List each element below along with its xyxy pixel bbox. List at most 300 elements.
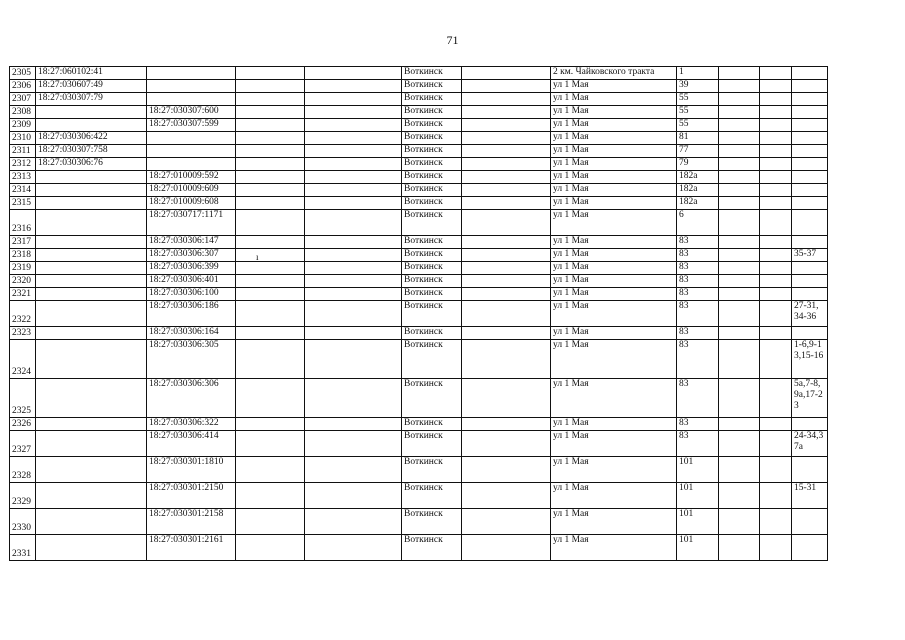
page-number: 71 xyxy=(446,33,459,47)
cell-number: 2327 xyxy=(10,431,36,457)
cell-city: Воткинск xyxy=(402,197,462,210)
cell-empty xyxy=(760,132,792,145)
cell-flats: 24-34,37а xyxy=(792,431,828,457)
cell-street: ул 1 Мая xyxy=(551,184,677,197)
table-row xyxy=(10,132,828,145)
cell-city: Воткинск xyxy=(402,431,462,457)
cell-empty xyxy=(719,106,760,119)
cell-cadastral-1 xyxy=(36,184,147,197)
cell-city: Воткинск xyxy=(402,418,462,431)
cell-empty xyxy=(236,145,305,158)
cell-house: 182а xyxy=(677,184,719,197)
cell-empty xyxy=(462,457,551,483)
cell-house: 83 xyxy=(677,301,719,327)
cell-empty xyxy=(236,80,305,93)
cell-number: 2307 xyxy=(10,93,36,106)
cell-cadastral-1 xyxy=(36,171,147,184)
cell-city: Воткинск xyxy=(402,132,462,145)
table-body xyxy=(10,67,828,561)
cell-empty xyxy=(760,379,792,418)
cell-city: Воткинск xyxy=(402,171,462,184)
cell-empty xyxy=(305,184,402,197)
stray-mark: ı xyxy=(256,252,259,262)
table-row xyxy=(10,106,828,119)
cell-street: ул 1 Мая xyxy=(551,457,677,483)
cell-number: 2314 xyxy=(10,184,36,197)
cell-empty xyxy=(236,210,305,236)
cell-empty xyxy=(462,288,551,301)
cell-cadastral-2: 18:27:030301:1810 xyxy=(147,457,236,483)
cell-city: Воткинск xyxy=(402,93,462,106)
cell-city: Воткинск xyxy=(402,379,462,418)
cell-empty xyxy=(760,418,792,431)
table-row xyxy=(10,275,828,288)
cell-number: 2326 xyxy=(10,418,36,431)
cell-empty xyxy=(462,483,551,509)
cell-empty xyxy=(236,418,305,431)
cell-empty xyxy=(719,158,760,171)
cell-empty xyxy=(305,431,402,457)
cell-flats: 1-6,9-13,15-16 xyxy=(792,340,828,379)
cell-empty xyxy=(236,158,305,171)
cell-empty xyxy=(462,132,551,145)
cell-empty xyxy=(462,171,551,184)
cell-house: 83 xyxy=(677,262,719,275)
table-row xyxy=(10,67,828,80)
cell-empty xyxy=(719,80,760,93)
cell-empty xyxy=(305,262,402,275)
cell-cadastral-2: 18:27:030306:401 xyxy=(147,275,236,288)
cell-empty xyxy=(462,93,551,106)
cell-empty xyxy=(462,236,551,249)
cell-empty xyxy=(236,275,305,288)
table-row xyxy=(10,288,828,301)
cell-cadastral-1 xyxy=(36,197,147,210)
cell-number: 2321 xyxy=(10,288,36,301)
cell-city: Воткинск xyxy=(402,457,462,483)
cell-empty xyxy=(760,249,792,262)
cell-empty xyxy=(719,132,760,145)
cell-house: 39 xyxy=(677,80,719,93)
cell-cadastral-2: 18:27:030301:2150 xyxy=(147,483,236,509)
cell-empty xyxy=(760,210,792,236)
cell-city: Воткинск xyxy=(402,145,462,158)
table-row xyxy=(10,171,828,184)
cell-number: 2315 xyxy=(10,197,36,210)
cell-street: ул 1 Мая xyxy=(551,262,677,275)
cell-city: Воткинск xyxy=(402,249,462,262)
cell-cadastral-1 xyxy=(36,262,147,275)
cell-house: 83 xyxy=(677,379,719,418)
cell-street: ул 1 Мая xyxy=(551,210,677,236)
cell-empty xyxy=(719,535,760,561)
cell-flats: 27-31, 34-36 xyxy=(792,301,828,327)
cell-number: 2324 xyxy=(10,340,36,379)
cell-flats xyxy=(792,327,828,340)
cell-street: ул 1 Мая xyxy=(551,80,677,93)
cell-number: 2318 xyxy=(10,249,36,262)
cell-flats xyxy=(792,288,828,301)
cell-empty xyxy=(236,535,305,561)
cell-street: ул 1 Мая xyxy=(551,509,677,535)
cell-street: ул 1 Мая xyxy=(551,288,677,301)
cell-empty xyxy=(236,262,305,275)
cell-cadastral-1 xyxy=(36,249,147,262)
cell-empty xyxy=(236,197,305,210)
cell-empty xyxy=(236,106,305,119)
cell-empty xyxy=(305,158,402,171)
cell-number: 2308 xyxy=(10,106,36,119)
cell-empty xyxy=(305,67,402,80)
cell-cadastral-2: 18:27:030306:399 xyxy=(147,262,236,275)
table-row xyxy=(10,262,828,275)
cell-cadastral-2 xyxy=(147,80,236,93)
cell-number: 2312 xyxy=(10,158,36,171)
cell-empty xyxy=(305,132,402,145)
cell-cadastral-2: 18:27:030306:322 xyxy=(147,418,236,431)
cell-empty xyxy=(760,171,792,184)
cell-cadastral-2 xyxy=(147,145,236,158)
cell-flats xyxy=(792,262,828,275)
cell-number: 2329 xyxy=(10,483,36,509)
cell-cadastral-2: 18:27:030306:100 xyxy=(147,288,236,301)
cell-street: ул 1 Мая xyxy=(551,93,677,106)
cell-street: ул 1 Мая xyxy=(551,119,677,132)
cell-flats xyxy=(792,67,828,80)
cell-cadastral-1 xyxy=(36,301,147,327)
cell-city: Воткинск xyxy=(402,509,462,535)
cell-empty xyxy=(760,119,792,132)
cell-empty xyxy=(760,145,792,158)
cell-empty xyxy=(305,340,402,379)
cell-empty xyxy=(462,418,551,431)
cell-number: 2330 xyxy=(10,509,36,535)
cell-empty xyxy=(719,340,760,379)
cell-empty xyxy=(719,93,760,106)
cell-flats xyxy=(792,236,828,249)
cell-empty xyxy=(462,197,551,210)
cell-empty xyxy=(760,275,792,288)
cell-street: ул 1 Мая xyxy=(551,483,677,509)
cell-empty xyxy=(719,483,760,509)
cell-street: ул 1 Мая xyxy=(551,301,677,327)
cell-empty xyxy=(719,171,760,184)
cell-flats xyxy=(792,158,828,171)
cell-empty xyxy=(760,457,792,483)
table-row xyxy=(10,340,828,379)
cell-empty xyxy=(236,379,305,418)
cell-city: Воткинск xyxy=(402,483,462,509)
cell-number: 2305 xyxy=(10,67,36,80)
cell-street: ул 1 Мая xyxy=(551,145,677,158)
cell-cadastral-1 xyxy=(36,119,147,132)
table-row xyxy=(10,210,828,236)
table-row xyxy=(10,431,828,457)
cell-empty xyxy=(305,145,402,158)
cell-empty xyxy=(719,301,760,327)
cell-empty xyxy=(305,210,402,236)
cell-cadastral-1 xyxy=(36,418,147,431)
table-row xyxy=(10,418,828,431)
cell-empty xyxy=(760,483,792,509)
cell-empty xyxy=(305,197,402,210)
cell-empty xyxy=(305,80,402,93)
cell-empty xyxy=(719,418,760,431)
cell-empty xyxy=(236,457,305,483)
cell-empty xyxy=(760,535,792,561)
table-row xyxy=(10,535,828,561)
cell-cadastral-1: 18:27:030306:422 xyxy=(36,132,147,145)
table-row xyxy=(10,379,828,418)
cell-flats xyxy=(792,535,828,561)
cell-number: 2310 xyxy=(10,132,36,145)
cell-empty xyxy=(719,431,760,457)
cell-street: ул 1 Мая xyxy=(551,236,677,249)
cell-cadastral-1 xyxy=(36,210,147,236)
table-row xyxy=(10,93,828,106)
cell-cadastral-1 xyxy=(36,509,147,535)
cell-empty xyxy=(305,301,402,327)
cell-cadastral-1 xyxy=(36,106,147,119)
cell-house: 55 xyxy=(677,119,719,132)
cell-empty xyxy=(305,418,402,431)
cell-street: ул 1 Мая xyxy=(551,340,677,379)
cell-empty xyxy=(462,301,551,327)
cell-empty xyxy=(236,509,305,535)
cell-empty xyxy=(719,327,760,340)
cell-number: 2320 xyxy=(10,275,36,288)
cell-empty xyxy=(462,210,551,236)
cell-empty xyxy=(719,145,760,158)
cell-street: ул 1 Мая xyxy=(551,327,677,340)
cell-empty xyxy=(760,93,792,106)
cell-empty xyxy=(760,158,792,171)
cell-flats xyxy=(792,197,828,210)
cell-empty xyxy=(236,249,305,262)
cell-cadastral-2 xyxy=(147,158,236,171)
table-row xyxy=(10,119,828,132)
cell-empty xyxy=(236,93,305,106)
cell-number: 2328 xyxy=(10,457,36,483)
cell-empty xyxy=(462,275,551,288)
cell-empty xyxy=(719,262,760,275)
cell-city: Воткинск xyxy=(402,106,462,119)
cell-city: Воткинск xyxy=(402,158,462,171)
table-row xyxy=(10,197,828,210)
cell-city: Воткинск xyxy=(402,210,462,236)
cell-street: ул 1 Мая xyxy=(551,158,677,171)
cell-house: 101 xyxy=(677,535,719,561)
cell-flats xyxy=(792,275,828,288)
cell-empty xyxy=(719,379,760,418)
cell-empty xyxy=(305,275,402,288)
cell-empty xyxy=(719,509,760,535)
cell-empty xyxy=(462,184,551,197)
cell-empty xyxy=(462,340,551,379)
cell-empty xyxy=(719,275,760,288)
table-row xyxy=(10,457,828,483)
cell-street: ул 1 Мая xyxy=(551,106,677,119)
cell-flats xyxy=(792,106,828,119)
cell-empty xyxy=(462,119,551,132)
cell-street: ул 1 Мая xyxy=(551,275,677,288)
cell-empty xyxy=(462,535,551,561)
cell-house: 182а xyxy=(677,171,719,184)
cell-street: ул 1 Мая xyxy=(551,418,677,431)
cell-cadastral-1: 18:27:030307:758 xyxy=(36,145,147,158)
table-row xyxy=(10,184,828,197)
cell-flats: 15-31 xyxy=(792,483,828,509)
table-row xyxy=(10,301,828,327)
cell-city: Воткинск xyxy=(402,288,462,301)
cell-house: 101 xyxy=(677,509,719,535)
table-row xyxy=(10,509,828,535)
cell-house: 83 xyxy=(677,288,719,301)
cell-empty xyxy=(760,106,792,119)
cell-empty xyxy=(760,509,792,535)
cell-cadastral-2: 18:27:030306:147 xyxy=(147,236,236,249)
cell-number: 2323 xyxy=(10,327,36,340)
cell-flats xyxy=(792,80,828,93)
cell-cadastral-2: 18:27:030306:307 xyxy=(147,249,236,262)
cell-street: ул 1 Мая xyxy=(551,535,677,561)
cell-flats xyxy=(792,93,828,106)
cell-empty xyxy=(305,119,402,132)
cell-cadastral-2: 18:27:030306:186 xyxy=(147,301,236,327)
cell-cadastral-1 xyxy=(36,535,147,561)
cell-empty xyxy=(719,288,760,301)
cell-number: 2319 xyxy=(10,262,36,275)
cell-number: 2309 xyxy=(10,119,36,132)
cell-cadastral-2: 18:27:030306:306 xyxy=(147,379,236,418)
cell-empty xyxy=(760,80,792,93)
cell-cadastral-1 xyxy=(36,236,147,249)
cell-flats xyxy=(792,457,828,483)
cell-empty xyxy=(305,509,402,535)
cell-empty xyxy=(305,535,402,561)
cell-empty xyxy=(462,262,551,275)
cell-empty xyxy=(760,431,792,457)
cell-empty xyxy=(719,67,760,80)
cell-empty xyxy=(760,340,792,379)
cell-house: 83 xyxy=(677,275,719,288)
cell-cadastral-1 xyxy=(36,340,147,379)
cell-number: 2316 xyxy=(10,210,36,236)
cell-empty xyxy=(305,483,402,509)
cell-city: Воткинск xyxy=(402,236,462,249)
cell-city: Воткинск xyxy=(402,340,462,379)
cell-empty xyxy=(236,171,305,184)
cell-street: ул 1 Мая xyxy=(551,249,677,262)
cell-empty xyxy=(236,301,305,327)
cell-number: 2322 xyxy=(10,301,36,327)
cell-cadastral-1 xyxy=(36,327,147,340)
cell-empty xyxy=(236,184,305,197)
cell-cadastral-2 xyxy=(147,93,236,106)
cell-flats xyxy=(792,210,828,236)
cell-street: ул 1 Мая xyxy=(551,431,677,457)
cell-cadastral-1: 18:27:060102:41 xyxy=(36,67,147,80)
cell-cadastral-1 xyxy=(36,288,147,301)
cell-empty xyxy=(760,197,792,210)
cell-cadastral-2: 18:27:010009:609 xyxy=(147,184,236,197)
cell-house: 77 xyxy=(677,145,719,158)
cell-cadastral-1 xyxy=(36,275,147,288)
cell-empty xyxy=(305,379,402,418)
cell-number: 2331 xyxy=(10,535,36,561)
cell-cadastral-1: 18:27:030607:49 xyxy=(36,80,147,93)
cell-house: 55 xyxy=(677,93,719,106)
cell-street: ул 1 Мая xyxy=(551,379,677,418)
cell-cadastral-2: 18:27:030307:599 xyxy=(147,119,236,132)
cell-empty xyxy=(462,158,551,171)
cell-cadastral-2 xyxy=(147,67,236,80)
cell-empty xyxy=(719,184,760,197)
cell-house: 83 xyxy=(677,418,719,431)
cell-empty xyxy=(760,67,792,80)
cell-flats xyxy=(792,119,828,132)
cell-house: 83 xyxy=(677,249,719,262)
cell-empty xyxy=(760,184,792,197)
cell-empty xyxy=(719,236,760,249)
cell-house: 83 xyxy=(677,431,719,457)
cell-flats xyxy=(792,132,828,145)
cell-empty xyxy=(462,249,551,262)
cell-empty xyxy=(760,262,792,275)
cell-cadastral-1 xyxy=(36,483,147,509)
cell-empty xyxy=(236,119,305,132)
cell-city: Воткинск xyxy=(402,275,462,288)
cell-cadastral-1 xyxy=(36,379,147,418)
cell-street: 2 км. Чайковского тракта xyxy=(551,67,677,80)
cell-city: Воткинск xyxy=(402,80,462,93)
cell-number: 2311 xyxy=(10,145,36,158)
cell-number: 2317 xyxy=(10,236,36,249)
cell-empty xyxy=(462,106,551,119)
cell-flats: 5а,7-8,9а,17-23 xyxy=(792,379,828,418)
cell-empty xyxy=(462,145,551,158)
cell-empty xyxy=(462,431,551,457)
cell-house: 79 xyxy=(677,158,719,171)
cell-city: Воткинск xyxy=(402,535,462,561)
cell-flats xyxy=(792,184,828,197)
cell-house: 83 xyxy=(677,340,719,379)
cell-cadastral-2 xyxy=(147,132,236,145)
cell-house: 6 xyxy=(677,210,719,236)
cell-empty xyxy=(462,379,551,418)
cell-empty xyxy=(462,67,551,80)
cell-cadastral-1 xyxy=(36,431,147,457)
cell-cadastral-2: 18:27:030306:414 xyxy=(147,431,236,457)
table-row xyxy=(10,80,828,93)
cell-flats xyxy=(792,509,828,535)
cell-empty xyxy=(305,457,402,483)
cell-cadastral-1: 18:27:030307:79 xyxy=(36,93,147,106)
cell-cadastral-2: 18:27:010009:608 xyxy=(147,197,236,210)
cell-empty xyxy=(236,431,305,457)
table-row xyxy=(10,236,828,249)
cell-street: ул 1 Мая xyxy=(551,197,677,210)
cell-flats xyxy=(792,418,828,431)
cell-city: Воткинск xyxy=(402,301,462,327)
cell-empty xyxy=(760,301,792,327)
cell-empty xyxy=(760,236,792,249)
table-row xyxy=(10,145,828,158)
registry-table xyxy=(9,66,828,561)
cell-empty xyxy=(719,119,760,132)
cell-empty xyxy=(305,106,402,119)
cell-empty xyxy=(719,210,760,236)
